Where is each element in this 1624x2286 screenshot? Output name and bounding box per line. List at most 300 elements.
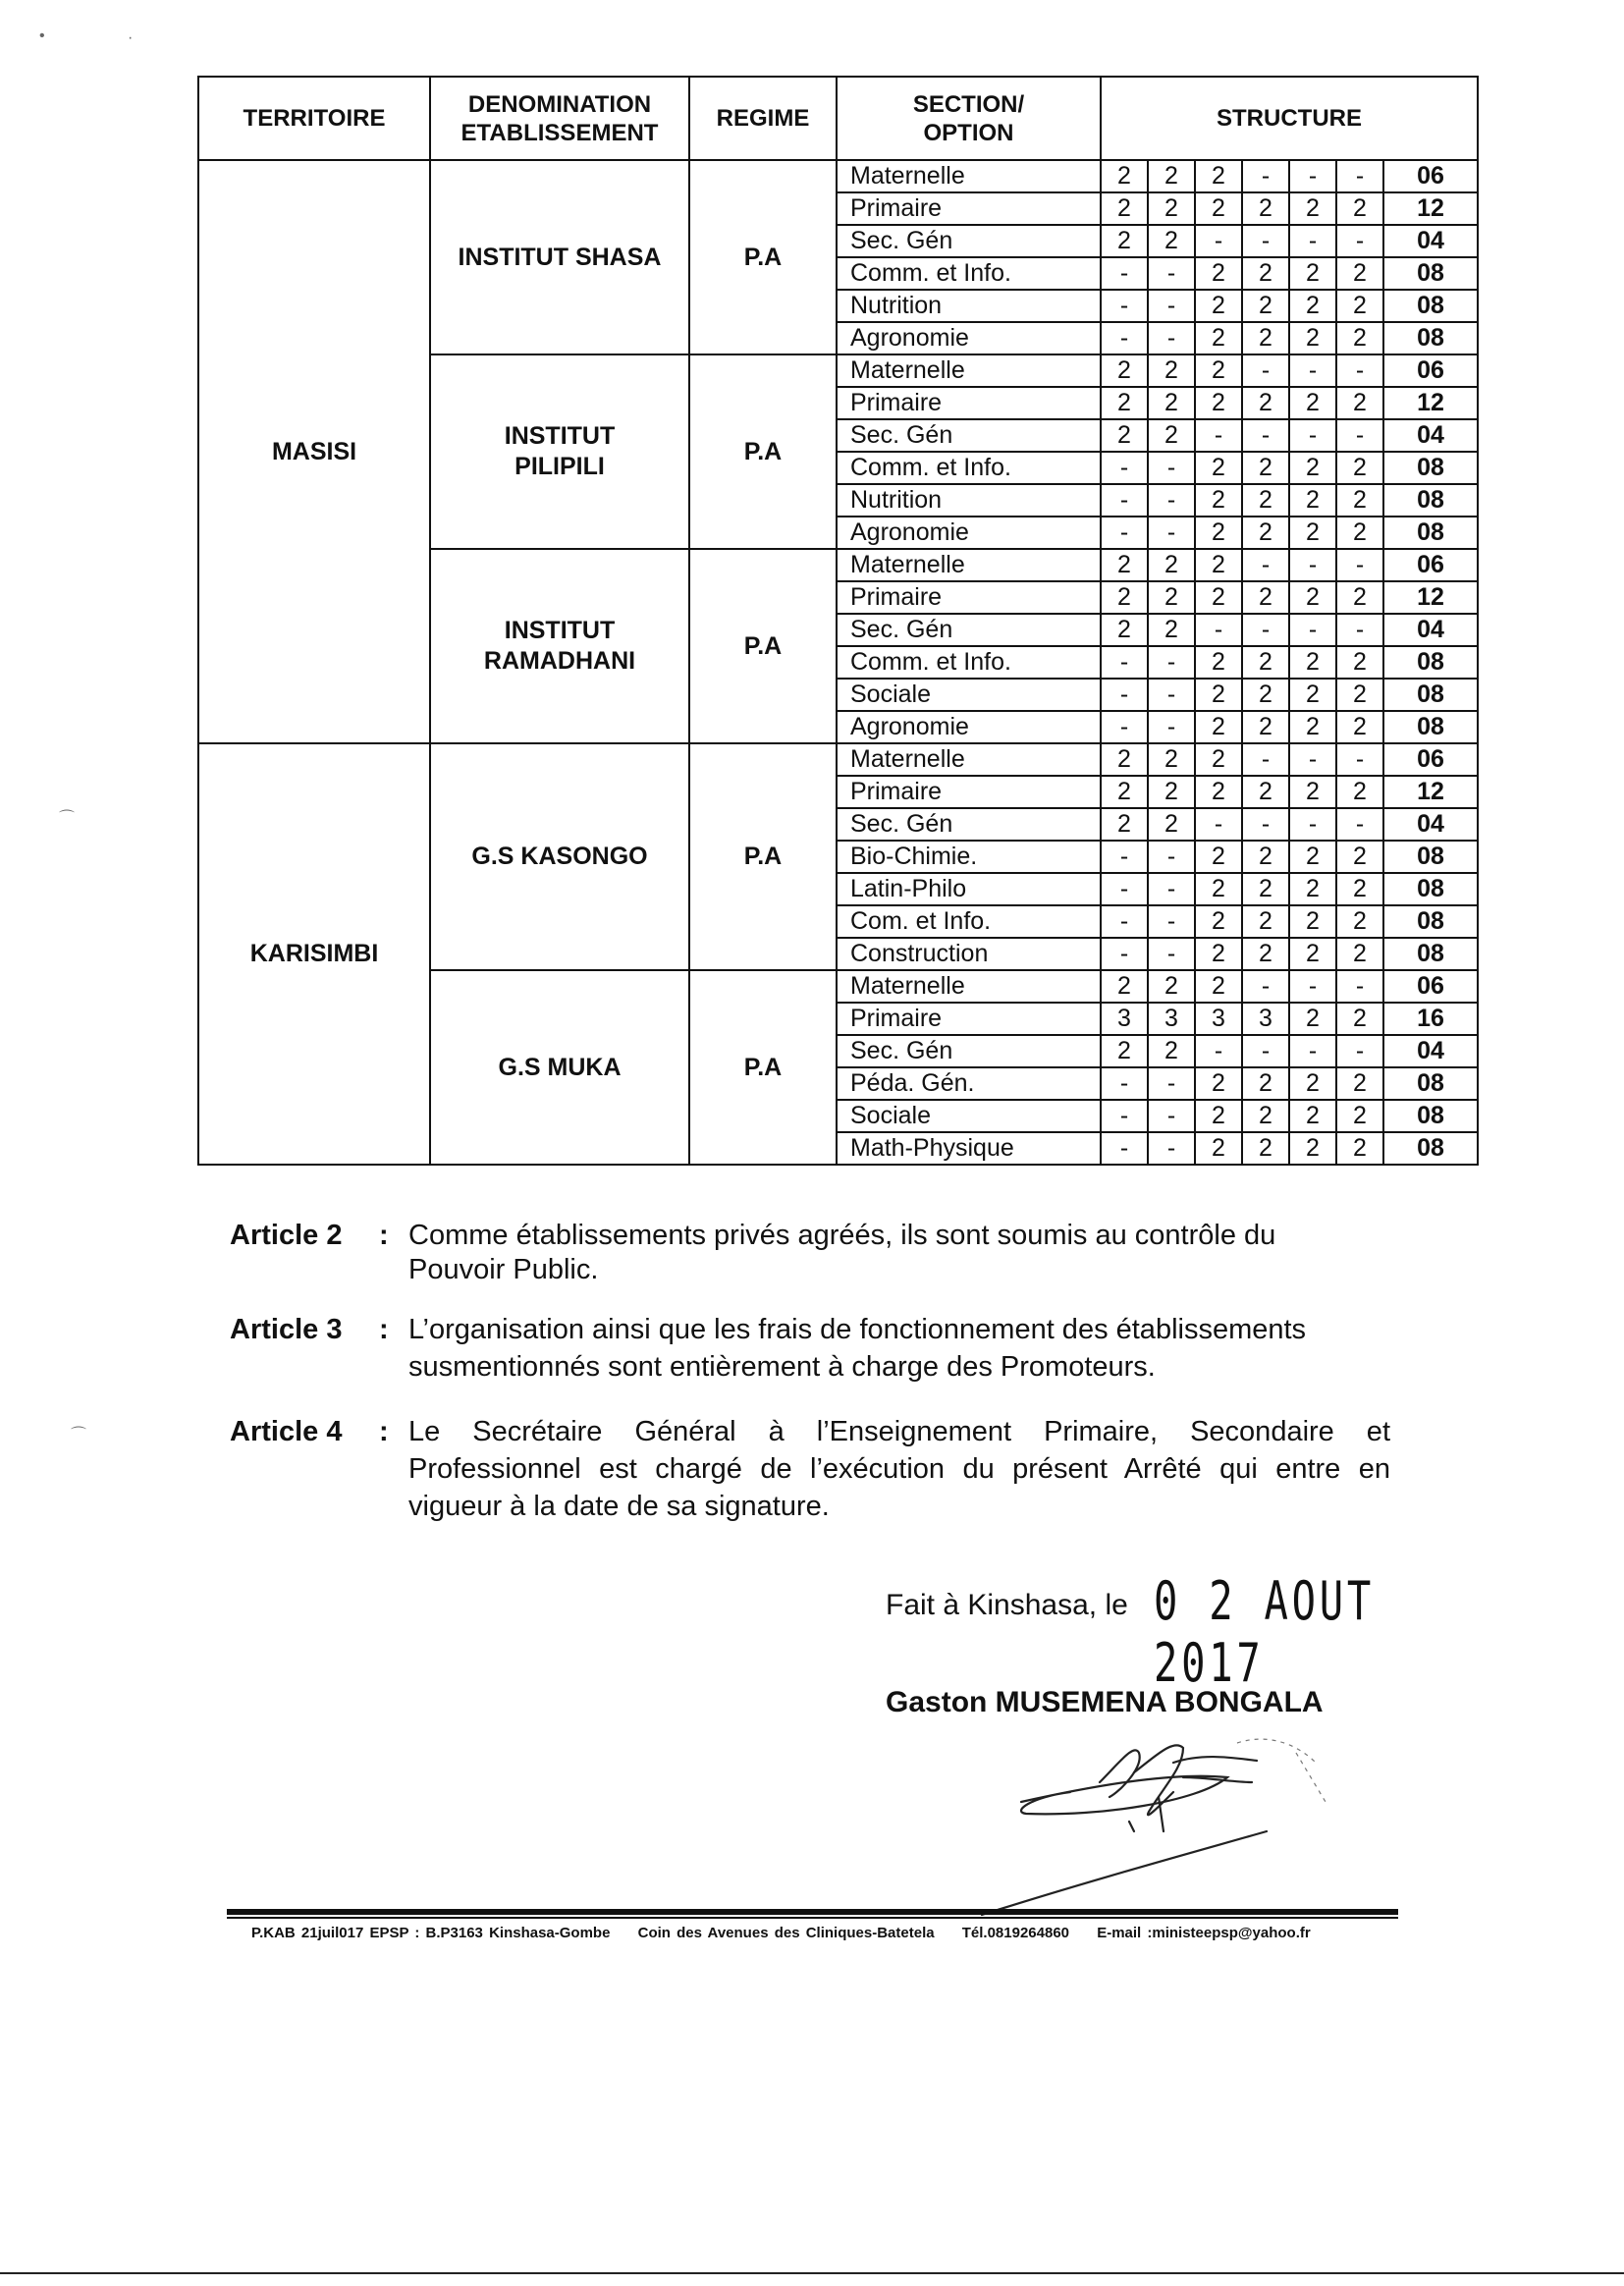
footer-address: Coin des Avenues des Cliniques-Batetela xyxy=(637,1925,935,1941)
class-count-cell: - xyxy=(1242,225,1289,257)
article-line: L’organisation ainsi que les frais de fonctionnement des établissements xyxy=(408,1314,1307,1345)
class-count-cell: - xyxy=(1148,1067,1195,1100)
class-count-cell: 2 xyxy=(1289,1003,1336,1035)
class-count-cell: 2 xyxy=(1242,1067,1289,1100)
scan-speck: · xyxy=(128,29,134,46)
total-cell: 08 xyxy=(1383,257,1478,290)
article-line: Pouvoir Public. xyxy=(408,1254,599,1285)
signer-name: Gaston MUSEMENA BONGALA xyxy=(886,1686,1324,1718)
class-count-cell: 2 xyxy=(1336,1100,1383,1132)
class-count-cell: - xyxy=(1148,452,1195,484)
article-line: vigueur à la date de sa signature. xyxy=(408,1491,830,1522)
class-count-cell: 2 xyxy=(1289,484,1336,517)
class-count-cell: - xyxy=(1101,711,1148,743)
total-cell: 08 xyxy=(1383,452,1478,484)
class-count-cell: - xyxy=(1289,1035,1336,1067)
total-cell: 08 xyxy=(1383,290,1478,322)
option-cell: Nutrition xyxy=(837,484,1101,517)
class-count-cell: 2 xyxy=(1336,322,1383,354)
total-cell: 08 xyxy=(1383,646,1478,679)
class-count-cell: 2 xyxy=(1101,808,1148,841)
class-count-cell: 2 xyxy=(1289,873,1336,905)
scan-speck: ⌒ xyxy=(71,1427,87,1443)
class-count-cell: 2 xyxy=(1148,970,1195,1003)
class-count-cell: - xyxy=(1101,679,1148,711)
option-cell: Sociale xyxy=(837,679,1101,711)
article-label: Article 3 xyxy=(230,1314,343,1345)
class-count-cell: 2 xyxy=(1289,646,1336,679)
class-count-cell: 2 xyxy=(1336,452,1383,484)
class-count-cell: - xyxy=(1242,743,1289,776)
class-count-cell: 2 xyxy=(1195,970,1242,1003)
class-count-cell: 2 xyxy=(1148,1035,1195,1067)
total-cell: 04 xyxy=(1383,614,1478,646)
class-count-cell: 2 xyxy=(1242,581,1289,614)
footer xyxy=(251,1925,1332,1941)
class-count-cell: 2 xyxy=(1195,711,1242,743)
header-section-option xyxy=(837,77,1101,160)
etablissement-name-line: INSTITUT xyxy=(504,617,616,644)
class-count-cell: 2 xyxy=(1289,1132,1336,1165)
class-count-cell: - xyxy=(1101,841,1148,873)
option-cell: Com. et Info. xyxy=(837,905,1101,938)
class-count-cell: - xyxy=(1101,290,1148,322)
place-and-date-text: Fait à Kinshasa, le xyxy=(886,1589,1128,1621)
class-count-cell: 2 xyxy=(1289,841,1336,873)
total-cell: 08 xyxy=(1383,841,1478,873)
class-count-cell: - xyxy=(1101,1132,1148,1165)
option-cell: Primaire xyxy=(837,192,1101,225)
class-count-cell: 2 xyxy=(1336,1003,1383,1035)
class-count-cell: 2 xyxy=(1242,679,1289,711)
option-cell: Sec. Gén xyxy=(837,614,1101,646)
option-cell: Maternelle xyxy=(837,549,1101,581)
header-regime: REGIME xyxy=(689,77,837,160)
etablissement-cell xyxy=(430,160,689,354)
class-count-cell: 2 xyxy=(1336,484,1383,517)
option-cell: Sec. Gén xyxy=(837,225,1101,257)
class-count-cell: 2 xyxy=(1289,581,1336,614)
class-count-cell: 3 xyxy=(1242,1003,1289,1035)
class-count-cell: 2 xyxy=(1148,419,1195,452)
article-label: Article 4 xyxy=(230,1416,343,1447)
total-cell: 12 xyxy=(1383,776,1478,808)
class-count-cell: 2 xyxy=(1195,581,1242,614)
option-cell: Maternelle xyxy=(837,354,1101,387)
class-count-cell: 2 xyxy=(1242,711,1289,743)
article-colon: : xyxy=(379,1220,389,1251)
option-cell: Primaire xyxy=(837,387,1101,419)
class-count-cell: 2 xyxy=(1336,581,1383,614)
header-denomination-line1: DENOMINATION xyxy=(467,90,652,118)
option-cell: Latin-Philo xyxy=(837,873,1101,905)
class-count-cell: 2 xyxy=(1195,938,1242,970)
class-count-cell: 2 xyxy=(1101,743,1148,776)
class-count-cell: - xyxy=(1336,1035,1383,1067)
class-count-cell: 2 xyxy=(1195,1100,1242,1132)
option-cell: Bio-Chimie. xyxy=(837,841,1101,873)
class-count-cell: 2 xyxy=(1336,517,1383,549)
total-cell: 08 xyxy=(1383,484,1478,517)
class-count-cell: - xyxy=(1289,419,1336,452)
class-count-cell: 2 xyxy=(1195,192,1242,225)
article-2 xyxy=(230,1218,1408,1296)
class-count-cell: 2 xyxy=(1289,776,1336,808)
footer-rule-thick xyxy=(227,1909,1398,1915)
total-cell: 06 xyxy=(1383,354,1478,387)
option-cell: Primaire xyxy=(837,1003,1101,1035)
class-count-cell: - xyxy=(1101,1067,1148,1100)
header-denomination xyxy=(430,77,689,160)
class-count-cell: - xyxy=(1148,517,1195,549)
class-count-cell: 2 xyxy=(1242,387,1289,419)
total-cell: 04 xyxy=(1383,1035,1478,1067)
class-count-cell: - xyxy=(1195,419,1242,452)
class-count-cell: - xyxy=(1101,517,1148,549)
class-count-cell: - xyxy=(1148,1132,1195,1165)
class-count-cell: - xyxy=(1148,1100,1195,1132)
footer-phone: Tél.0819264860 xyxy=(961,1925,1070,1941)
class-count-cell: 2 xyxy=(1289,290,1336,322)
total-cell: 08 xyxy=(1383,873,1478,905)
etablissement-cell xyxy=(430,354,689,549)
class-count-cell: 2 xyxy=(1195,452,1242,484)
class-count-cell: 2 xyxy=(1101,549,1148,581)
class-count-cell: 2 xyxy=(1242,257,1289,290)
article-line: Professionnel est chargé de l’exécution du présent Arrêté qui entre en xyxy=(408,1453,1390,1485)
article-colon: : xyxy=(379,1314,389,1345)
article-colon: : xyxy=(379,1416,389,1447)
class-count-cell: 2 xyxy=(1336,711,1383,743)
class-count-cell: - xyxy=(1336,743,1383,776)
class-count-cell: 2 xyxy=(1242,322,1289,354)
option-cell: Sec. Gén xyxy=(837,808,1101,841)
class-count-cell: - xyxy=(1148,905,1195,938)
date-stamp: 0 2 AOUT 2017 xyxy=(1154,1570,1376,1694)
class-count-cell: - xyxy=(1289,354,1336,387)
class-count-cell: 2 xyxy=(1195,646,1242,679)
total-cell: 08 xyxy=(1383,1067,1478,1100)
class-count-cell: - xyxy=(1148,257,1195,290)
class-count-cell: - xyxy=(1148,484,1195,517)
class-count-cell: 2 xyxy=(1336,841,1383,873)
territoire-cell: MASISI xyxy=(198,160,430,743)
article-line: Comme établissements privés agréés, ils sont soumis au contrôle du xyxy=(408,1220,1276,1251)
article-4 xyxy=(230,1414,1408,1532)
class-count-cell: 2 xyxy=(1336,646,1383,679)
class-count-cell: 2 xyxy=(1336,1132,1383,1165)
class-count-cell: 2 xyxy=(1289,257,1336,290)
class-count-cell: 2 xyxy=(1101,970,1148,1003)
total-cell: 08 xyxy=(1383,905,1478,938)
class-count-cell: - xyxy=(1336,354,1383,387)
class-count-cell: 2 xyxy=(1289,192,1336,225)
total-cell: 06 xyxy=(1383,743,1478,776)
table-row xyxy=(198,743,1478,776)
class-count-cell: - xyxy=(1336,970,1383,1003)
class-count-cell: - xyxy=(1289,970,1336,1003)
class-count-cell: 2 xyxy=(1242,646,1289,679)
article-line: susmentionnés sont entièrement à charge des Promoteurs. xyxy=(408,1351,1156,1383)
class-count-cell: 2 xyxy=(1242,1100,1289,1132)
option-cell: Agronomie xyxy=(837,322,1101,354)
class-count-cell: 2 xyxy=(1242,290,1289,322)
class-count-cell: - xyxy=(1242,549,1289,581)
class-count-cell: 2 xyxy=(1336,776,1383,808)
class-count-cell: 2 xyxy=(1101,776,1148,808)
total-cell: 08 xyxy=(1383,1100,1478,1132)
regime-cell: P.A xyxy=(689,354,837,549)
class-count-cell: 2 xyxy=(1148,225,1195,257)
class-count-cell: 2 xyxy=(1101,581,1148,614)
class-count-cell: - xyxy=(1195,225,1242,257)
regime-cell: P.A xyxy=(689,160,837,354)
regime-cell: P.A xyxy=(689,970,837,1165)
class-count-cell: - xyxy=(1101,322,1148,354)
class-count-cell: 2 xyxy=(1336,679,1383,711)
class-count-cell: 2 xyxy=(1101,419,1148,452)
total-cell: 04 xyxy=(1383,225,1478,257)
class-count-cell: - xyxy=(1101,646,1148,679)
class-count-cell: 2 xyxy=(1195,322,1242,354)
class-count-cell: - xyxy=(1242,808,1289,841)
class-count-cell: - xyxy=(1289,743,1336,776)
class-count-cell: 2 xyxy=(1336,873,1383,905)
option-cell: Maternelle xyxy=(837,160,1101,192)
class-count-cell: 2 xyxy=(1242,517,1289,549)
class-count-cell: 2 xyxy=(1242,1132,1289,1165)
total-cell: 04 xyxy=(1383,419,1478,452)
class-count-cell: 2 xyxy=(1336,387,1383,419)
footer-email: E-mail :ministeepsp@yahoo.fr xyxy=(1097,1925,1311,1941)
class-count-cell: 2 xyxy=(1242,776,1289,808)
class-count-cell: - xyxy=(1289,808,1336,841)
class-count-cell: 2 xyxy=(1195,257,1242,290)
class-count-cell: 2 xyxy=(1148,354,1195,387)
class-count-cell: 2 xyxy=(1336,257,1383,290)
class-count-cell: - xyxy=(1195,808,1242,841)
class-count-cell: 2 xyxy=(1195,873,1242,905)
class-count-cell: 2 xyxy=(1289,679,1336,711)
etablissement-name-line: G.S KASONGO xyxy=(471,843,648,870)
etablissement-name-line: PILIPILI xyxy=(514,453,605,480)
option-cell: Math-Physique xyxy=(837,1132,1101,1165)
class-count-cell: 2 xyxy=(1148,387,1195,419)
class-count-cell: 2 xyxy=(1242,484,1289,517)
class-count-cell: 2 xyxy=(1289,938,1336,970)
total-cell: 12 xyxy=(1383,387,1478,419)
class-count-cell: 2 xyxy=(1336,905,1383,938)
option-cell: Maternelle xyxy=(837,743,1101,776)
table-body xyxy=(198,160,1478,1165)
class-count-cell: - xyxy=(1242,160,1289,192)
handwritten-signature xyxy=(972,1723,1424,1920)
class-count-cell: 2 xyxy=(1101,614,1148,646)
class-count-cell: 2 xyxy=(1289,322,1336,354)
class-count-cell: 2 xyxy=(1195,290,1242,322)
class-count-cell: 2 xyxy=(1195,549,1242,581)
etablissement-name-line: G.S MUKA xyxy=(498,1053,622,1081)
class-count-cell: 2 xyxy=(1289,387,1336,419)
total-cell: 16 xyxy=(1383,1003,1478,1035)
table-row xyxy=(198,160,1478,192)
class-count-cell: 2 xyxy=(1148,808,1195,841)
footer-rule-thin xyxy=(227,1917,1398,1919)
class-count-cell: - xyxy=(1242,354,1289,387)
option-cell: Maternelle xyxy=(837,970,1101,1003)
total-cell: 06 xyxy=(1383,160,1478,192)
option-cell: Comm. et Info. xyxy=(837,646,1101,679)
territoire-cell: KARISIMBI xyxy=(198,743,430,1165)
header-section-line1: SECTION/ xyxy=(912,90,1025,118)
class-count-cell: 2 xyxy=(1101,354,1148,387)
option-cell: Primaire xyxy=(837,581,1101,614)
class-count-cell: 2 xyxy=(1336,290,1383,322)
class-count-cell: 2 xyxy=(1101,225,1148,257)
class-count-cell: - xyxy=(1148,290,1195,322)
etablissement-cell xyxy=(430,970,689,1165)
total-cell: 06 xyxy=(1383,549,1478,581)
table-header-row xyxy=(198,77,1478,160)
class-count-cell: 2 xyxy=(1101,192,1148,225)
class-count-cell: - xyxy=(1195,614,1242,646)
class-count-cell: - xyxy=(1242,419,1289,452)
class-count-cell: - xyxy=(1101,257,1148,290)
class-count-cell: 2 xyxy=(1195,387,1242,419)
regime-cell: P.A xyxy=(689,549,837,743)
etablissement-name-line: INSTITUT xyxy=(504,422,616,450)
class-count-cell: 2 xyxy=(1289,711,1336,743)
class-count-cell: - xyxy=(1195,1035,1242,1067)
class-count-cell: 2 xyxy=(1195,905,1242,938)
header-territoire: TERRITOIRE xyxy=(198,77,430,160)
class-count-cell: 2 xyxy=(1289,517,1336,549)
class-count-cell: - xyxy=(1242,614,1289,646)
total-cell: 08 xyxy=(1383,322,1478,354)
class-count-cell: 2 xyxy=(1242,192,1289,225)
article-3 xyxy=(230,1312,1408,1390)
class-count-cell: 2 xyxy=(1148,614,1195,646)
class-count-cell: - xyxy=(1336,225,1383,257)
class-count-cell: 2 xyxy=(1148,549,1195,581)
etablissement-cell xyxy=(430,549,689,743)
etablissement-name-line: RAMADHANI xyxy=(483,647,636,675)
class-count-cell: 2 xyxy=(1195,484,1242,517)
class-count-cell: - xyxy=(1148,873,1195,905)
class-count-cell: - xyxy=(1336,549,1383,581)
option-cell: Sec. Gén xyxy=(837,1035,1101,1067)
header-section-line2: OPTION xyxy=(923,119,1014,146)
option-cell: Agronomie xyxy=(837,711,1101,743)
class-count-cell: 2 xyxy=(1101,387,1148,419)
class-count-cell: - xyxy=(1101,905,1148,938)
article-line: Le Secrétaire Général à l’Enseignement Primaire, Secondaire et xyxy=(408,1416,1390,1447)
class-count-cell: 2 xyxy=(1242,905,1289,938)
total-cell: 08 xyxy=(1383,1132,1478,1165)
class-count-cell: - xyxy=(1148,938,1195,970)
class-count-cell: - xyxy=(1101,873,1148,905)
class-count-cell: 2 xyxy=(1195,160,1242,192)
option-cell: Sociale xyxy=(837,1100,1101,1132)
class-count-cell: 2 xyxy=(1148,776,1195,808)
option-cell: Comm. et Info. xyxy=(837,257,1101,290)
class-count-cell: 2 xyxy=(1148,160,1195,192)
scan-speck: • xyxy=(39,27,45,44)
class-count-cell: - xyxy=(1148,841,1195,873)
option-cell: Comm. et Info. xyxy=(837,452,1101,484)
option-cell: Primaire xyxy=(837,776,1101,808)
class-count-cell: 2 xyxy=(1242,841,1289,873)
class-count-cell: - xyxy=(1148,711,1195,743)
class-count-cell: 2 xyxy=(1195,841,1242,873)
option-cell: Sec. Gén xyxy=(837,419,1101,452)
class-count-cell: 2 xyxy=(1336,192,1383,225)
total-cell: 04 xyxy=(1383,808,1478,841)
class-count-cell: - xyxy=(1101,484,1148,517)
total-cell: 08 xyxy=(1383,517,1478,549)
class-count-cell: - xyxy=(1289,160,1336,192)
class-count-cell: 2 xyxy=(1101,160,1148,192)
class-count-cell: - xyxy=(1101,452,1148,484)
class-count-cell: - xyxy=(1148,322,1195,354)
total-cell: 12 xyxy=(1383,192,1478,225)
class-count-cell: - xyxy=(1336,808,1383,841)
class-count-cell: - xyxy=(1336,614,1383,646)
structure-table xyxy=(197,76,1479,1166)
class-count-cell: - xyxy=(1101,938,1148,970)
class-count-cell: 2 xyxy=(1195,1132,1242,1165)
class-count-cell: 2 xyxy=(1242,873,1289,905)
class-count-cell: 2 xyxy=(1289,1100,1336,1132)
class-count-cell: 2 xyxy=(1148,743,1195,776)
class-count-cell: 2 xyxy=(1195,517,1242,549)
option-cell: Nutrition xyxy=(837,290,1101,322)
class-count-cell: 2 xyxy=(1195,679,1242,711)
class-count-cell: - xyxy=(1289,225,1336,257)
total-cell: 08 xyxy=(1383,679,1478,711)
total-cell: 06 xyxy=(1383,970,1478,1003)
total-cell: 08 xyxy=(1383,711,1478,743)
class-count-cell: 2 xyxy=(1336,1067,1383,1100)
class-count-cell: - xyxy=(1148,679,1195,711)
class-count-cell: 2 xyxy=(1289,1067,1336,1100)
class-count-cell: 2 xyxy=(1289,452,1336,484)
header-structure: STRUCTURE xyxy=(1101,77,1478,160)
class-count-cell: 2 xyxy=(1148,581,1195,614)
class-count-cell: - xyxy=(1148,646,1195,679)
class-count-cell: - xyxy=(1289,614,1336,646)
class-count-cell: 2 xyxy=(1242,452,1289,484)
option-cell: Agronomie xyxy=(837,517,1101,549)
option-cell: Péda. Gén. xyxy=(837,1067,1101,1100)
header-denomination-line2: ETABLISSEMENT xyxy=(460,119,659,146)
class-count-cell: 2 xyxy=(1336,938,1383,970)
article-label: Article 2 xyxy=(230,1220,343,1251)
class-count-cell: 2 xyxy=(1242,938,1289,970)
class-count-cell: 2 xyxy=(1101,1035,1148,1067)
etablissement-cell xyxy=(430,743,689,970)
class-count-cell: 2 xyxy=(1289,905,1336,938)
etablissement-name-line: INSTITUT SHASA xyxy=(458,243,662,271)
option-cell: Construction xyxy=(837,938,1101,970)
total-cell: 12 xyxy=(1383,581,1478,614)
class-count-cell: - xyxy=(1336,419,1383,452)
class-count-cell: - xyxy=(1289,549,1336,581)
class-count-cell: 2 xyxy=(1195,354,1242,387)
scan-speck: ⌒ xyxy=(59,810,76,827)
class-count-cell: - xyxy=(1242,1035,1289,1067)
class-count-cell: 3 xyxy=(1148,1003,1195,1035)
